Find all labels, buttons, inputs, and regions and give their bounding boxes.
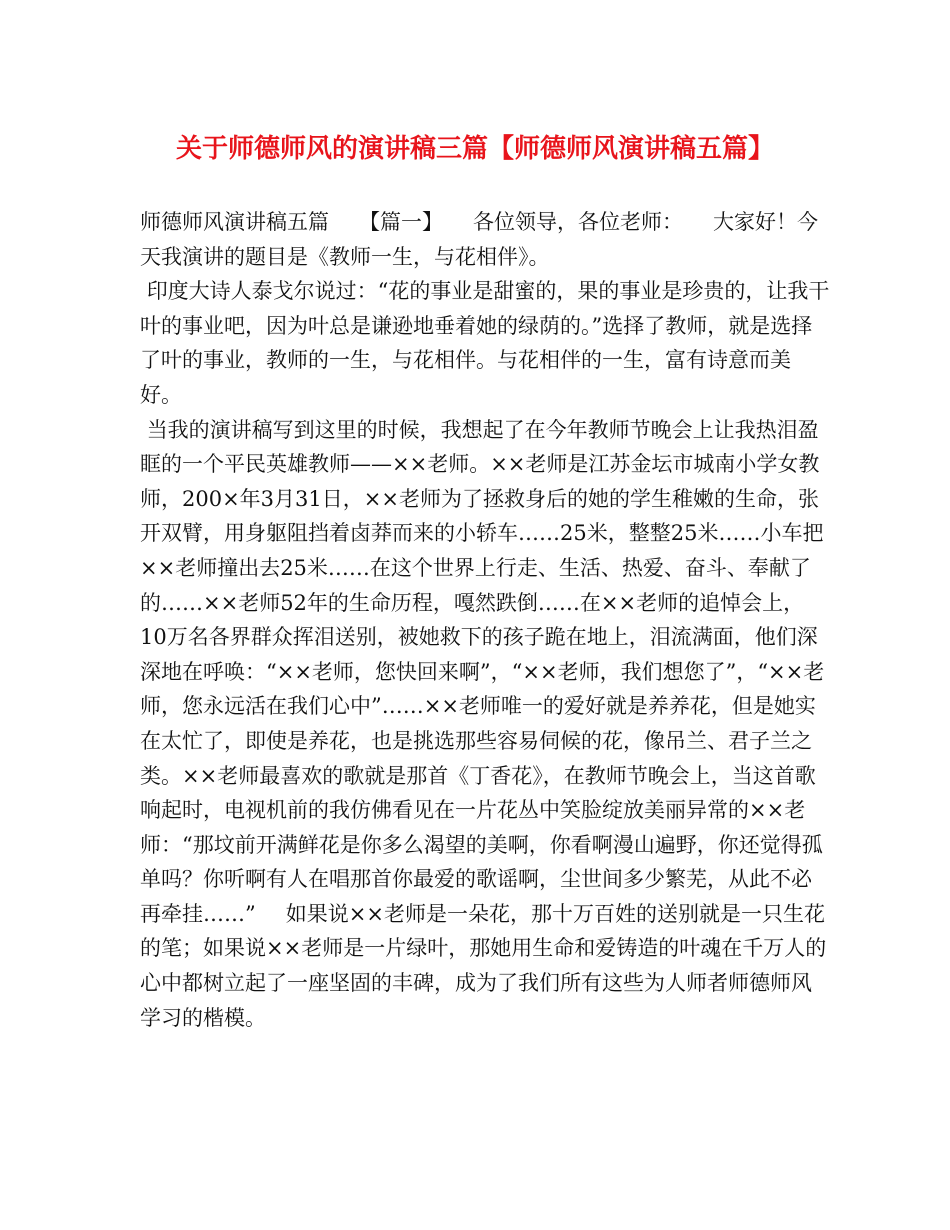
paragraph-tagore-text: 印度大诗人泰戈尔说过：“花的事业是甜蜜的，果的事业是珍贵的，让我干叶的事业吧，因为叶总是谦逊地垂着她的绿荫的。”选择了教师，就是选择了叶的事业，教师的一生，与花相伴。与花相伴的一生，富有诗意而美好。 — [140, 279, 830, 407]
paragraph-story — [140, 413, 830, 1036]
salutation: 各位领导，各位老师： — [473, 210, 683, 234]
paragraph-tagore — [140, 274, 830, 412]
document-title: 关于师德师风的演讲稿三篇【师德师风演讲稿五篇】 — [175, 134, 774, 164]
greeting: 大家好！今天我演讲的题目是《教师一生，与花相伴》。 — [140, 210, 818, 269]
document-body — [140, 205, 830, 1035]
paragraph-intro — [140, 205, 830, 274]
paragraph-story-tail: 如果说××老师是一朵花，那十万百姓的送别就是一只生花的笔；如果说××老师是一片绿叶，那她用生命和爱铸造的叶魂在千万人的心中都树立起了一座坚固的丰碑，成为了我们所有这些为人师者师德师风学习的楷模。 — [140, 901, 827, 1030]
paragraph-story-text: 当我的演讲稿写到这里的时候，我想起了在今年教师节晚会上让我热泪盈眶的一个平民英雄教师——××老师。××老师是江苏金坛市城南小学女教师，200×年3月31日，××老师为了拯救身后的她的学生稚嫩的生命，张开双臂，用身躯阻挡着卤莽而来的小轿车……25米，整整25米……小车把××老师撞出去25米……在这个世界上行走、生活、热爱、奋斗、奉献了的……××老师52年的生命历程，嘎然跌倒……在××老师的追悼会上，10万名各界群众挥泪送别，被她救下的孩子跪在地上，泪流满面，他们深深地在呼唤：“××老师，您快回来啊”，“××老师，我们想您了”，“××老师，您永远活在我们心中”……××老师唯一的爱好就是养养花，但是她实在太忙了，即使是养花，也是挑选那些容易伺候的花，像吊兰、君子兰之类。××老师最喜欢的歌就是那首《丁香花》，在教师节晚会上，当这首歌响起时，电视机前的我仿佛看见在一片花丛中笑脸绽放美丽异常的××老师：“那坟前开满鲜花是你多么渴望的美啊，你看啊漫山遍野，你还觉得孤单吗？你听啊有人在唱那首你最爱的歌谣啊，尘世间多少繁芜，从此不必再牵挂……” — [140, 417, 825, 926]
speech-heading: 师德师风演讲稿五篇 — [140, 210, 329, 234]
section-label: 【篇一】 — [359, 210, 443, 234]
